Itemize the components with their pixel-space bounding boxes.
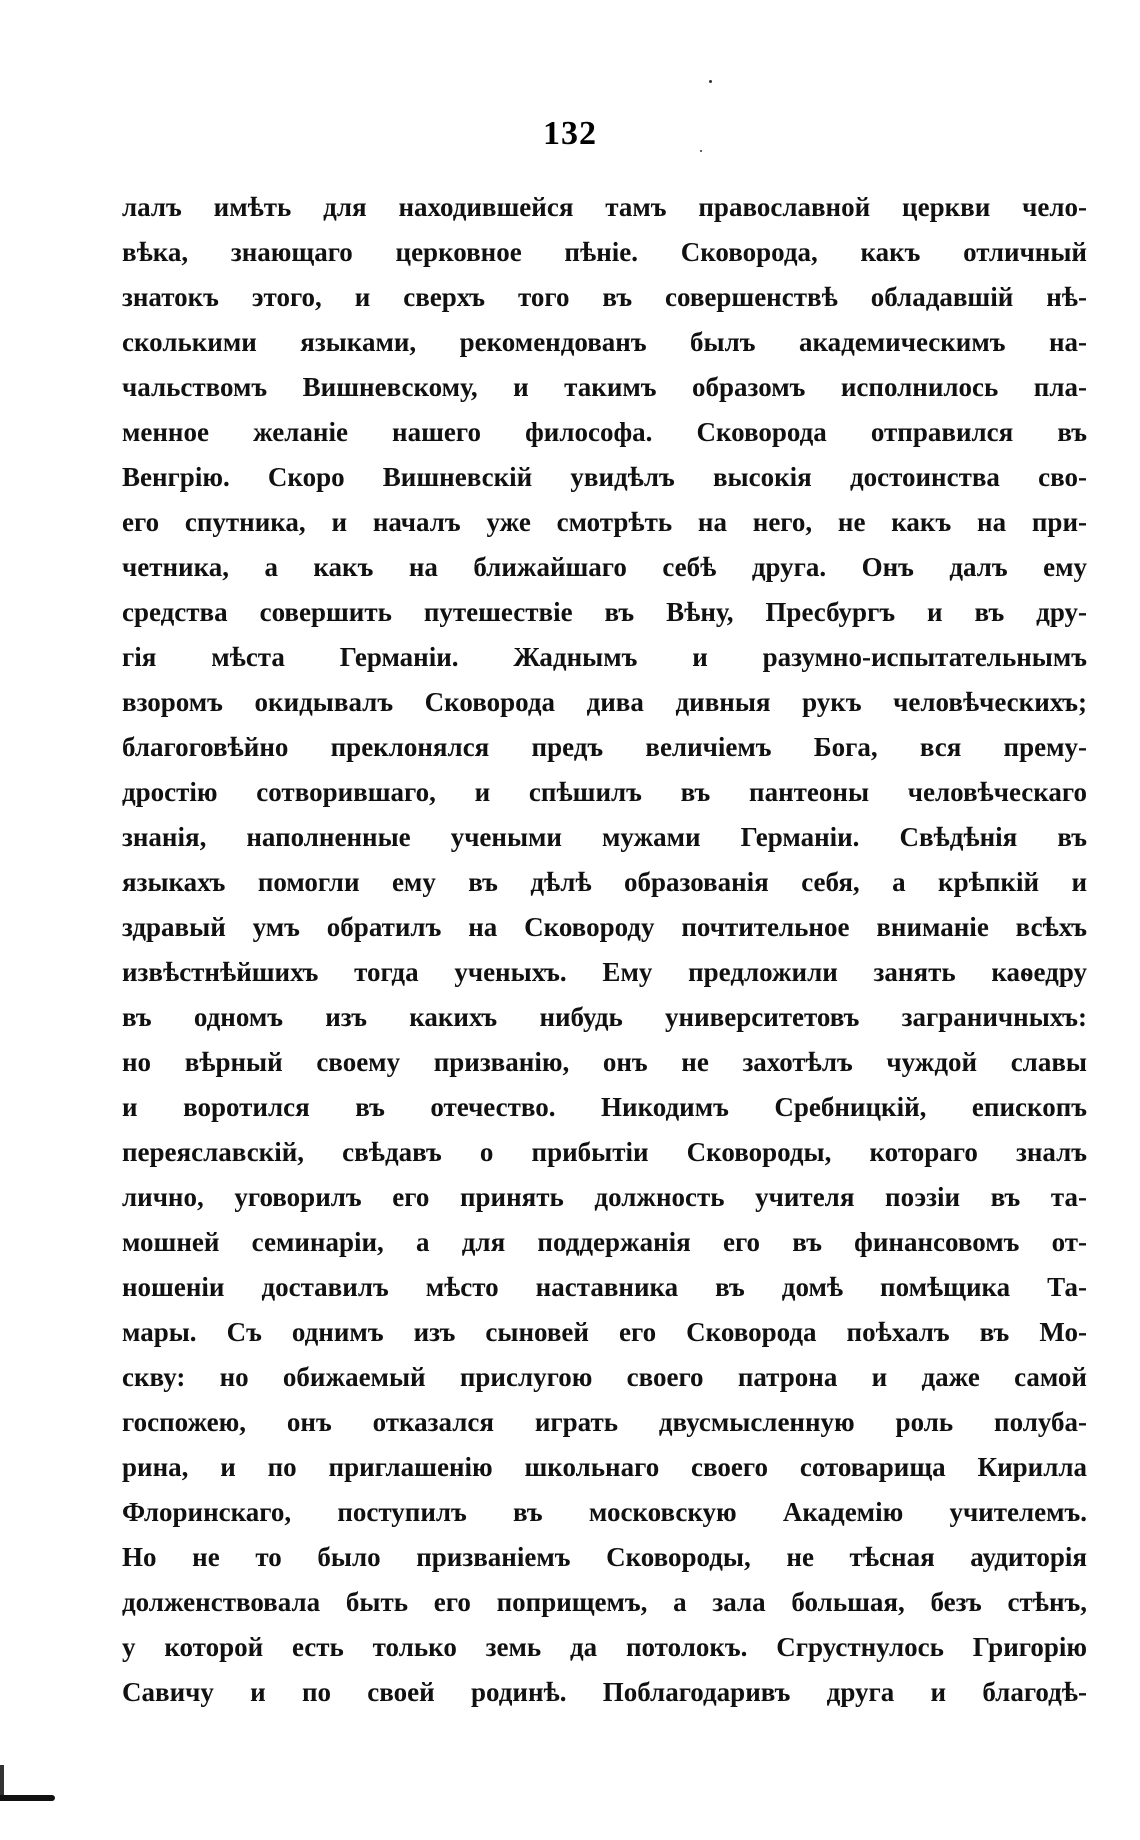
text-line: но вѣрный своему призванію, онъ не захотѣлъ чуждой славы: [122, 1047, 1087, 1077]
text-line: знанія, наполненные учеными мужами Германіи. Свѣдѣнія въ: [122, 822, 1087, 852]
text-line: переяславскій, свѣдавъ о прибытіи Сковороды, котораго зналъ: [122, 1137, 1087, 1167]
text-line: мошней семинаріи, а для поддержанія его въ финансовомъ от-: [122, 1227, 1087, 1257]
text-line: сколькими языками, рекомендованъ былъ академическимъ на-: [122, 327, 1087, 357]
text-line: здравый умъ обратилъ на Сковороду почтительное вниманіе всѣхъ: [122, 912, 1087, 942]
page-number: 132: [543, 115, 597, 152]
text-line: языкахъ помогли ему въ дѣлѣ образованія себя, а крѣпкій и: [122, 867, 1087, 897]
text-line: дростію сотворившаго, и спѣшилъ въ пантеоны человѣческаго: [122, 777, 1087, 807]
speck: [709, 80, 712, 83]
text-line: менное желаніе нашего философа. Сковорода отправился въ: [122, 417, 1087, 447]
text-line: въ одномъ изъ какихъ нибудь университетовъ заграничныхъ:: [122, 1002, 1087, 1032]
text-line: Венгрію. Скоро Вишневскій увидѣлъ высокія достоинства сво-: [122, 462, 1087, 492]
text-line: госпожею, онъ отказался играть двусмысленную роль полуба-: [122, 1407, 1087, 1437]
text-line: лично, уговорилъ его принять должность учителя поэзіи въ та-: [122, 1182, 1087, 1212]
scan-edge-mark: [0, 1795, 55, 1801]
text-line: рина, и по приглашенію школьнаго своего сотоварища Кирилла: [122, 1452, 1087, 1482]
text-line: лалъ имѣть для находившейся тамъ православной церкви чело-: [122, 192, 1087, 222]
scan-edge-mark: [0, 1765, 4, 1795]
text-line: извѣстнѣйшихъ тогда ученыхъ. Ему предложили занять каѳедру: [122, 957, 1087, 987]
text-line: у которой есть только земь да потолокъ. Сгрустнулось Григорію: [122, 1632, 1087, 1662]
text-line: мары. Съ однимъ изъ сыновей его Сковорода поѣхалъ въ Мо-: [122, 1317, 1087, 1347]
text-line: Савичу и по своей родинѣ. Поблагодаривъ друга и благодѣ-: [122, 1677, 1087, 1707]
text-line: скву: но обижаемый прислугою своего патрона и даже самой: [122, 1362, 1087, 1392]
text-line: Но не то было призваніемъ Сковороды, не тѣсная аудиторія: [122, 1542, 1087, 1572]
text-line: и воротился въ отечество. Никодимъ Сребницкій, епископъ: [122, 1092, 1087, 1122]
text-line: вѣка, знающаго церковное пѣніе. Сковорода, какъ отличный: [122, 237, 1087, 267]
text-line: долженствовала быть его поприщемъ, а зала большая, безъ стѣнъ,: [122, 1587, 1087, 1617]
text-line: Флоринскаго, поступилъ въ московскую Академію учителемъ.: [122, 1497, 1087, 1527]
text-line: знатокъ этого, и сверхъ того въ совершенствѣ обладавшій нѣ-: [122, 282, 1087, 312]
text-line: его спутника, и началъ уже смотрѣть на него, не какъ на при-: [122, 507, 1087, 537]
text-line: четника, а какъ на ближайшаго себѣ друга. Онъ далъ ему: [122, 552, 1087, 582]
text-line: благоговѣйно преклонялся предъ величіемъ Бога, вся прему-: [122, 732, 1087, 762]
body-text: [122, 185, 1087, 1715]
text-line: ношеніи доставилъ мѣсто наставника въ домѣ помѣщика Та-: [122, 1272, 1087, 1302]
text-line: взоромъ окидывалъ Сковорода дива дивныя рукъ человѣческихъ;: [122, 687, 1087, 717]
text-line: гія мѣста Германіи. Жаднымъ и разумно-испытательнымъ: [122, 642, 1087, 672]
text-line: чальствомъ Вишневскому, и такимъ образомъ исполнилось пла-: [122, 372, 1087, 402]
text-line: средства совершить путешествіе въ Вѣну, Пресбургъ и въ дру-: [122, 597, 1087, 627]
